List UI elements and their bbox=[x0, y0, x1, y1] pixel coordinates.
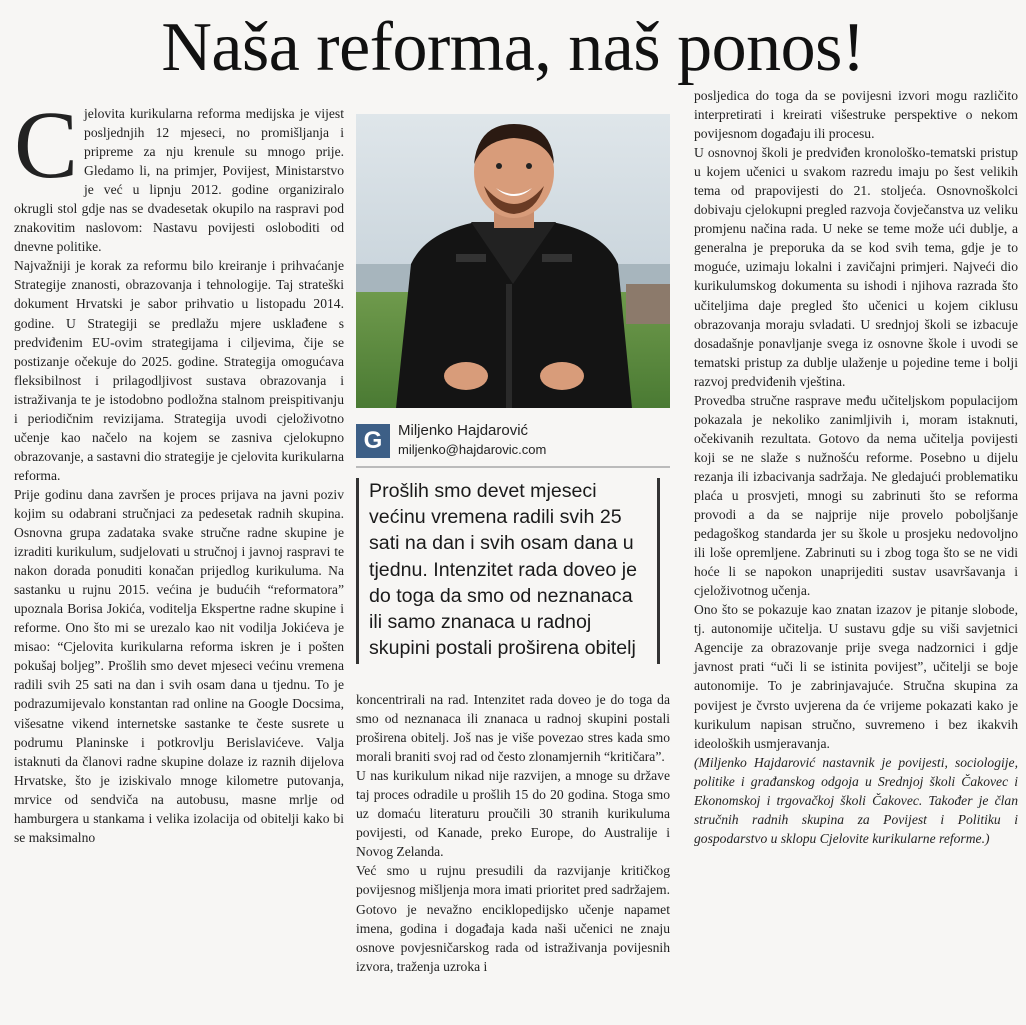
headline: Naša reforma, naš ponos! bbox=[161, 9, 865, 86]
paragraph-10: Ono što se pokazuje kao znatan izazov je pitanje slobode, tj. autonomije učitelja. U sustavu gdje su viši savjetnici Agencije za obrazovanje prije svega nadzornici i gdje javnost prati “uči li se istinita povijest”, učitelji se boje autonomije. To je zabrinjavajuće. Stručna skupina za povijest je čvrsto uvjerena da će vrijeme pokazati kako je kurikulum napisan stručno, suvremeno i bez ikakvih ideoloških usmjeravanja. bbox=[694, 602, 1018, 751]
article-column-middle bbox=[356, 690, 670, 976]
paragraph-2: Najvažniji je korak za reformu bilo kreiranje i prihvaćanje Strategije znanosti, obrazovanja i tehnologije. Taj strateški dokument Hrvatski je sabor prihvatio u listopadu 2014. godine. U Strategiji se predlažu mjere usklađene s predviđenim EU-ovim strategijama i ciljevima, čije se postizanje očekuje do 2025. godine. Strategija omogućava fleksibilnost i prilagodljivost sustava obrazovanja i istraživanja te je istodobno podložna stalnom preispitivanju i periodičnim revizijama. Strategija uvodi cjeloživotno učenje kao načelo na kojem se zasniva cjelokupno obrazovanje, a sastavni dio strategije je cjelovita kurikularna reforma. bbox=[14, 258, 344, 483]
paragraph-8: U osnovnoj školi je predviđen kronološko-tematski pristup u kojem učenici u svakom razredu imaju po šest velikih tema od prapovijesti do 21. stoljeća. Osnovnoškolci dobivaju cjelokupni pregled razvoja čovječanstva uz veliku promjenu načina rada. U neke se teme može ući dublje, a generalna je preporuka da se kod svih tema, gdje je to moguće, uzimaju lokalni i zavičajni primjeri. Najveći dio kurikulumskog dokumenta su ishodi i njihova razrada što učiteljima daje pregled što učenici u kojem ciklusu obrazovanja moraju svladati. U srednjoj školi se izbacuje dosadašnje ponavljanje svega iz osnovne škole i uvodi se tematski pristup za dublje ulaženje u pojedine teme i bolji razvoj predviđenih vještina. bbox=[694, 145, 1018, 389]
paragraph-9: Provedba stručne rasprave među učiteljskom populacijom pokazala je nekoliko zanimljivih i, moram istaknuti, očekivanih rezultata. Gotovo da nema učitelja povijesti koji se ne slaže s nužnošću reforme. Posebno u dijelu rezanja ili izbacivanja sadržaja. Ne gledajući problematiku plaća u prosvjeti, mnogi su zabrinuti što se reforma provodi a da se najprije nije provelo poboljšanje pedagoškog standarda jer su škole u prosjeku nedovoljno ili loše opremljene. Zabrinuti su i zbog toga što se ne vidi hoće li se napokon unaprijediti sustav usavršavanja i cjeloživotnog učenja. bbox=[694, 392, 1018, 599]
author-note: (Miljenko Hajdarović nastavnik je povijesti, sociologije, politike i građanskog odgoja u Srednjoj školi Čakovec i Ekonomskoj i trgovačkoj školi Čakovec. Također je član stručnih radnih skupina za Povijest i Politiku i gospodarstvo u sklopu Cjelovite kurikularne reforme.) bbox=[694, 754, 1018, 846]
article-column-left bbox=[14, 91, 344, 847]
author-email: miljenko@hajdarovic.com bbox=[398, 442, 547, 457]
paragraph-4: koncentrirali na rad. Intenzitet rada doveo je do toga da smo od neznanaca ili znanaca u radnoj skupini postali proširena obitelj. Još nas je više povezao stres kada smo morali braniti svoj rad od često zlonamjernih “kritičara”. bbox=[356, 692, 670, 765]
article-column-right bbox=[694, 86, 1018, 848]
drop-cap: C bbox=[14, 91, 79, 198]
author-portrait-image bbox=[356, 114, 670, 408]
author-name: Miljenko Hajdarović bbox=[398, 422, 529, 439]
pull-quote: Prošlih smo devet mjeseci većinu vremena radili svih 25 sati na dan i svih osam dana u tjednu. Intenzitet rada doveo je do toga da smo od neznanaca ili samo znanaca u radnoj skupini postali proširena obitelj bbox=[356, 478, 660, 664]
paragraph-7: posljedica do toga da se povijesni izvori mogu različito interpretirati i kreirati višestruke perspektive o nekom povijesnom događaju ili procesu. bbox=[694, 88, 1018, 142]
paragraph-1: Cjelovita kurikularna reforma medijska je vijest posljednjih 12 mjeseci, no promišljanja i pripreme za nju krenule su mnogo prije. Gledamo li, na primjer, Povijest, Ministarstvo je već u lipnju 2012. godine organiziralo okrugli stol gdje nas se dvadesetak okupilo na raspravi pod znakovitim naslovom: Nastavu povijesti osloboditi od dnevne politike. bbox=[14, 91, 344, 255]
paragraph-6: Već smo u rujnu presudili da razvijanje kritičkog povijesnog mišljenja mora imati prioritet pred sadržajem. Gotovo je nevažno enciklopedijsko učenje napamet imena, godina i događaja kada naši učenici ne znaju osnove povjesničarskog rada od istraživanja povijesnih izvora, traženja uzroka i bbox=[356, 863, 670, 974]
paragraph-5: U nas kurikulum nikad nije razvijen, a mnoge su države taj proces odradile u prošlih 15 do 20 godina. Stoga smo uz domaću literaturu proučili 30 stranih kurikuluma povijesti, od Kanade, preko Europe, do Australije i Novog Zelanda. bbox=[356, 768, 670, 860]
byline bbox=[356, 420, 670, 468]
paragraph-3: Prije godinu dana završen je proces prijava na javni poziv kojim su odabrani stručnjaci za pedesetak radnih skupina. Osnovna grupa zadataka svake stručne radne skupine je izraditi kurikulum, sudjelovati u stručnoj i javnoj raspravi te nakon dorada ponuditi konačan prijedlog kurikuluma. Na sastanku u rujnu 2015. većina je budućih “reformatora” upoznala Borisa Jokića, voditelja Ekspertne radne skupine i reforme. Ono što mi se urezalo kao nit vodilja Jokićeva je misao: “Cjelovita kurikularna reforma iskren je i pošten pokušaj boljeg”. Prošlih smo devet mjeseci većinu vremena radili svih 25 sati na dan i svih osam dana u tjednu. To je podrazumijevalo konstantan rad online na Google Docsima, višesatne vikend internetske sastanke te česte susrete u podrumu Planinske i potkrovlju Berislavićeve. Valja istaknuti da članovi radne skupine dolaze iz raznih dijelova Hrvatske, što je iziskivalo mnoge kilometre putovanja, mrvice od sendviča na autobusu, masne mrlje od hamburgera u stankama i velika izolacija od obitelji kako bi se maksimalno bbox=[14, 486, 344, 845]
author-photo bbox=[356, 114, 670, 408]
publication-logo: G bbox=[356, 424, 390, 458]
